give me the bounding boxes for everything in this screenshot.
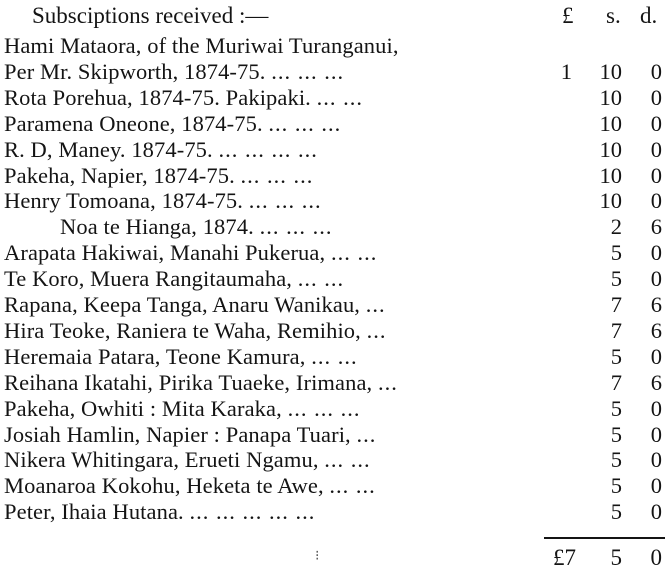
shillings-amount: 10 (599, 84, 622, 110)
subscriber-entry (4, 111, 341, 138)
subscriber-name: Hami Mataora, of the Muriwai Turanganui, (4, 33, 399, 58)
shillings-amount: 2 (610, 214, 622, 240)
subscriber-entry (4, 499, 315, 526)
page-title: Subsciptions received :— (32, 3, 269, 28)
shillings-amount: 10 (599, 58, 622, 84)
subscriber-name: R. D, Maney. 1874-75. (4, 136, 213, 162)
subscriber-name: Rapana, Keepa Tanga, Anaru Wanikau, (4, 292, 361, 317)
pence-amount: 0 (650, 266, 662, 292)
leader-dots: ... ... ... ... (218, 136, 318, 162)
pence-amount: 0 (650, 421, 662, 447)
leader-dots: ... (356, 421, 377, 447)
subscriber-entry (4, 447, 371, 474)
subscription-row (0, 370, 665, 397)
pence-column-header: d. (640, 3, 658, 28)
shillings-amount: 5 (610, 447, 622, 473)
total-shillings: 5 (610, 545, 622, 570)
subscription-row (0, 214, 665, 241)
subscriber-entry (4, 33, 399, 60)
subscription-row (0, 59, 665, 86)
pounds-amount: 1 (560, 58, 572, 84)
subscription-row (0, 473, 665, 500)
shillings-amount: 10 (599, 162, 622, 188)
shillings-amount: 10 (599, 188, 622, 214)
subscriber-name: Per Mr. Skipworth, 1874-75. (4, 58, 266, 84)
leader-dots: ... ... (311, 343, 358, 369)
pence-amount: 0 (650, 84, 662, 110)
pounds-column-header: £ (562, 3, 574, 28)
leader-dots: ... ... (329, 473, 376, 499)
leader-dots: ... (365, 292, 386, 317)
shillings-amount: 5 (610, 240, 622, 266)
pence-amount: 0 (650, 136, 662, 162)
subscriber-name: Peter, Ihaia Hutana. (4, 499, 184, 525)
subscription-row (0, 85, 665, 112)
pence-amount: 0 (650, 343, 662, 369)
total-pence: 0 (650, 545, 662, 570)
subscriber-name: Josiah Hamlin, Napier : Panapa Tuari, (4, 421, 351, 447)
subscription-row (0, 422, 665, 449)
leader-dots: ... ... (297, 266, 345, 292)
subscription-row (0, 396, 665, 423)
pence-amount: 0 (650, 188, 662, 214)
subscriber-entry (4, 85, 363, 112)
subscriber-name: Heremaia Patara, Teone Kamura, (4, 343, 306, 369)
subscriber-entry (4, 318, 386, 345)
subscriber-entry (4, 473, 376, 500)
subscription-row (0, 137, 665, 164)
subscription-row (0, 318, 665, 345)
subscriber-name: Te Koro, Muera Rangitaumaha, (4, 266, 293, 292)
leader-dots: ... ... (316, 84, 364, 110)
subscriber-entry (4, 266, 344, 293)
shillings-amount: 5 (610, 395, 622, 421)
subscriber-entry (4, 137, 318, 164)
leader-dots: ... ... ... (271, 58, 345, 84)
subscriber-name: Arapata Hakiwai, Manahi Pukerua, (4, 240, 326, 266)
pence-amount: 0 (650, 447, 662, 473)
shillings-column-header: s. (606, 3, 621, 28)
subscriber-entry (4, 344, 358, 371)
subscriber-entry (4, 292, 386, 319)
subscriber-entry (4, 422, 376, 449)
shillings-amount: 5 (610, 266, 622, 292)
pence-amount: 6 (650, 317, 662, 343)
pence-amount: 0 (650, 473, 662, 499)
total-rule-top (544, 537, 665, 539)
shillings-amount: 5 (610, 499, 622, 525)
subscriber-entry (4, 163, 313, 190)
subscription-row (0, 111, 665, 138)
leader-dots: ... ... (330, 240, 378, 266)
shillings-amount: 10 (599, 110, 622, 136)
subscription-row (0, 292, 665, 319)
shillings-amount: 7 (610, 317, 622, 343)
subscriber-entry (4, 370, 398, 397)
pence-amount: 6 (650, 292, 662, 317)
subscription-row (0, 447, 665, 474)
subscriber-name: Hira Teoke, Raniera te Waha, Remihio, (4, 317, 361, 343)
leader-dots: ... (378, 369, 398, 395)
subscriber-entry (4, 396, 360, 423)
subscription-row (0, 33, 665, 60)
pence-amount: 6 (650, 369, 662, 395)
subscriber-entry (60, 214, 332, 241)
subscription-row (0, 188, 665, 215)
subscriber-name: Nikera Whitingara, Erueti Ngamu, (4, 447, 319, 473)
leader-dots: ... ... ... (259, 214, 333, 240)
subscriber-entry (4, 240, 377, 267)
subscription-row (0, 240, 665, 267)
leader-dots: ... ... ... (287, 395, 361, 421)
pence-amount: 0 (650, 110, 662, 136)
total-row (0, 544, 665, 572)
shillings-amount: 7 (610, 369, 622, 395)
subscription-row (0, 499, 665, 526)
shillings-amount: 7 (610, 292, 622, 317)
subscriber-name: Reihana Ikatahi, Pirika Tuaeke, Irimana, (4, 369, 373, 395)
shillings-amount: 5 (610, 421, 622, 447)
leader-dots: ... (366, 317, 387, 343)
shillings-amount: 5 (610, 473, 622, 499)
leader-dots: ... ... ... ... ... (189, 499, 316, 525)
leader-dots: ... ... (324, 447, 371, 473)
subscriber-entry (4, 188, 322, 215)
subscriber-name: Paramena Oneone, 1874-75. (4, 110, 263, 136)
pence-amount: 0 (650, 162, 662, 188)
leader-dots: ... ... ... (240, 162, 314, 188)
subscriber-entry (4, 59, 344, 86)
subscriber-name: Rota Porehua, 1874-75. Pakipaki. (4, 84, 311, 110)
subscriber-name: Pakeha, Napier, 1874-75. (4, 162, 235, 188)
pence-amount: 0 (650, 240, 662, 266)
subscription-row (0, 344, 665, 371)
pence-amount: 0 (650, 58, 662, 84)
subscriber-name: Henry Tomoana, 1874-75. (4, 188, 244, 214)
shillings-amount: 5 (610, 343, 622, 369)
pence-amount: 6 (650, 214, 662, 240)
shillings-amount: 10 (599, 136, 622, 162)
subscriber-name: Moanaroa Kokohu, Heketa te Awe, (4, 473, 324, 499)
leader-dots: ... ... ... (248, 188, 322, 214)
subscription-row (0, 266, 665, 293)
margin-mark: ⁝ (315, 549, 320, 564)
pence-amount: 0 (650, 395, 662, 421)
total-pounds: £7 (553, 545, 576, 570)
subscription-row (0, 163, 665, 190)
subscriber-name: Pakeha, Owhiti : Mita Karaka, (4, 395, 282, 421)
subscriber-name: Noa te Hianga, 1874. (60, 214, 254, 240)
pence-amount: 0 (650, 499, 662, 525)
leader-dots: ... ... ... (268, 110, 342, 136)
